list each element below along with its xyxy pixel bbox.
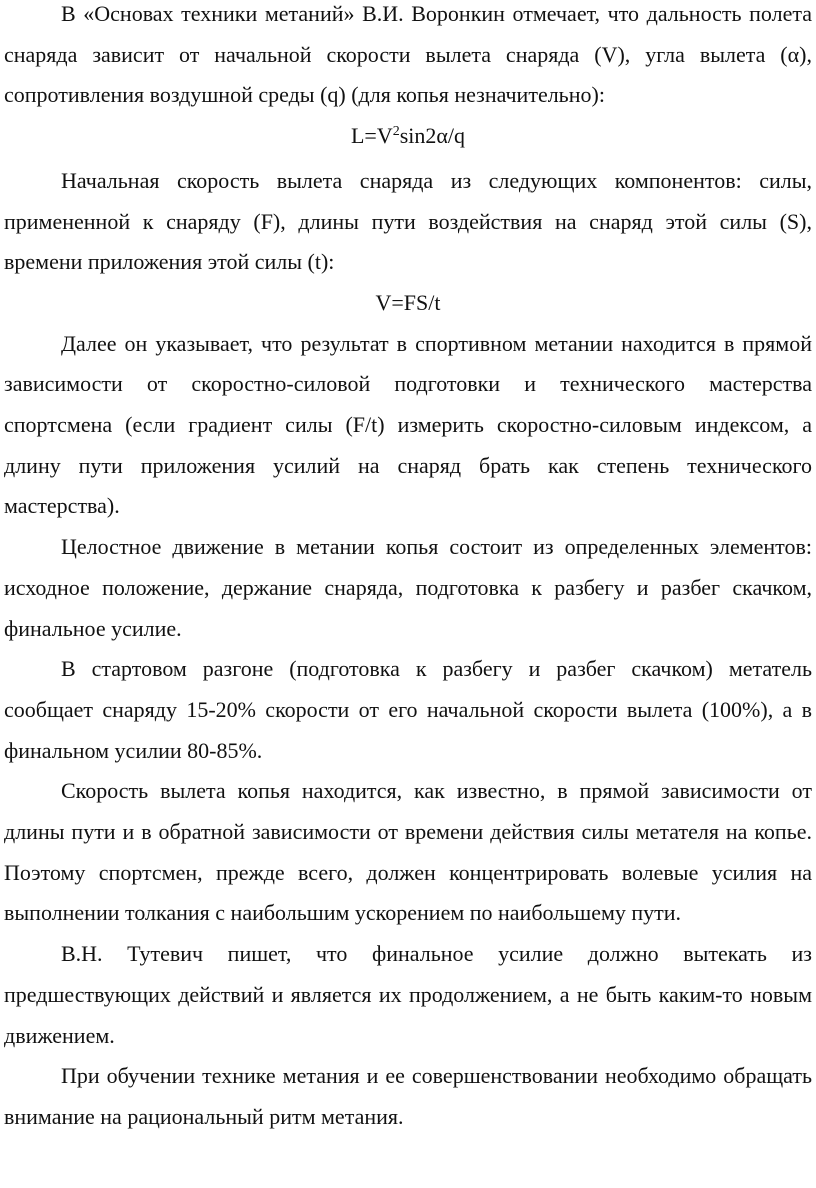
paragraph-final-effort: В.Н. Тутевич пишет, что финальное усилие должно вытекать из предшествующих действий и является их продолжением, а не быть каким-то новым движением. xyxy=(4,941,812,1048)
paragraph-initial-velocity: Начальная скорость вылета снаряда из следующих компонентов: силы, примененной к снаряду (F), длины пути воздействия на снаряд этой силы (S), времени приложения этой силы (t): xyxy=(4,167,812,275)
formula-range xyxy=(4,116,812,161)
paragraph-release-speed: Скорость вылета копья находится, как известно, в прямой зависимости от длины пути и в обратной зависимости от времени действия силы метателя на копье. Поэтому спортсмен, прежде всего, должен концентрировать волевые усилия на выполнении толкания с наибольшим ускорением по наибольшему пути. xyxy=(4,778,812,926)
paragraph-start-acceleration: В стартовом разгоне (подготовка к разбегу и разбег скачком) метатель сообщает снаряду 15-20% скорости от его начальной скорости вылета (100%), а в финальном усилии 80-85%. xyxy=(4,656,812,763)
paragraph-speed-strength: Далее он указывает, что результат в спортивном метании находится в прямой зависимости от скоростно-силовой подготовки и технического мастерства спортсмена (если градиент силы (F/t) измерить скоростно-силовым индексом, а длину пути приложения усилий на снаряд брать как степень технического мастерства). xyxy=(4,330,812,519)
formula-range-lhs: L=V xyxy=(350,123,393,149)
paragraph-rhythm: При обучении технике метания и ее совершенствовании необходимо обращать внимание на рациональный ритм метания. xyxy=(4,1063,812,1129)
paragraph-movement-elements: Целостное движение в метании копья состоит из определенных элементов: исходное положение, держание снаряда, подготовка к разбегу и разбег скачком, финальное усилие. xyxy=(4,534,812,641)
paragraph-range-factors: В «Основах техники метаний» В.И. Воронкин отмечает, что дальность полета снаряда зависит от начальной скорости вылета снаряда (V), угла вылета (α), сопротивления воздушной среды (q) (для копья незначительно): xyxy=(4,1,812,108)
formula-range-exponent: 2 xyxy=(392,124,400,140)
formula-velocity: V=FS/t xyxy=(375,289,441,315)
formula-range-rhs: sin2α/q xyxy=(399,123,466,149)
